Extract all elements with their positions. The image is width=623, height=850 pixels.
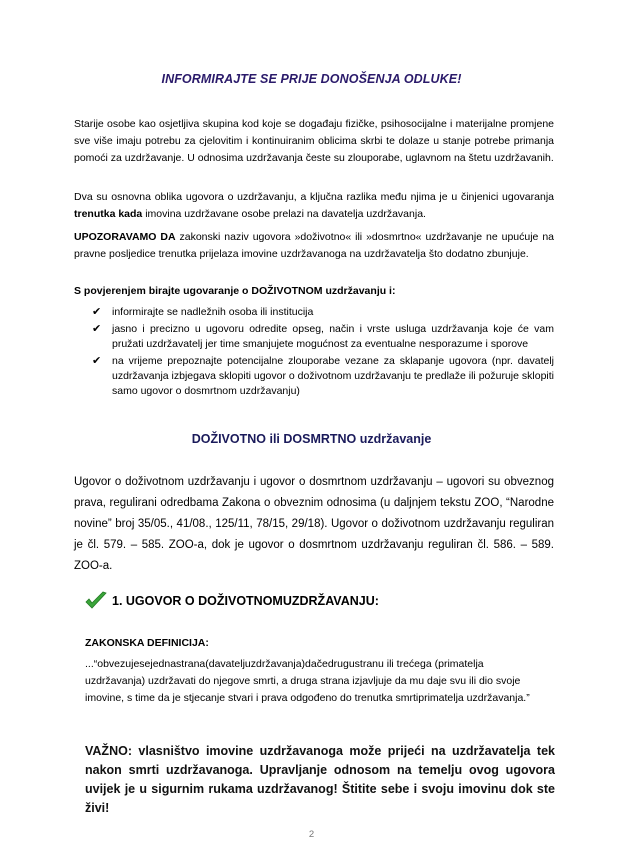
list-item [92, 354, 554, 399]
checkmark-icon: ✔ [92, 306, 102, 318]
page-number: 2 [308, 829, 315, 840]
page-title: INFORMIRAJTE SE PRIJE DONOŠENJA ODLUKE! [161, 72, 462, 86]
contract-forms-paragraph [74, 189, 554, 223]
important-note: VAŽNO: vlasništvo imovine uzdržavanoga može prijeći na uzdržavatelja tek nakon smrti uzdržavanoga. Upravljanje odnosom na temelju ovog ugovora uvijek je u sigurnim rukama uzdržavanog! Štitite sebe i svoju imovinu dok ste živi! [85, 744, 555, 815]
section-heading: DOŽIVOTNO ili DOSMRTNO uzdržavanje [191, 432, 432, 446]
checkmark-icon: ✔ [92, 323, 102, 335]
advice-checklist [92, 305, 554, 401]
list-item [92, 305, 554, 320]
list-item [92, 322, 554, 352]
definition-text: ...“obvezujesejednastrana(davateljuzdržavanja)dačedrugustranu ili trećega (primatelja uzdržavanja) uzdržavati do njegove smrti, a druga strana izjavljuje da mu daje svu ili dio svoje imovine, s time da je stjecanje stvari i prava odgođeno do trenutka smrtiprimatelja uzdržavanja.” [85, 658, 530, 704]
law-paragraph: Ugovor o doživotnom uzdržavanju i ugovor o dosmrtnom uzdržavanju – ugovori su obveznog prava, regulirani odredbama Zakona o obveznim odnosima (u daljnjem tekstu ZOO, “Narodne novine” broj 35/05., 41/08., 125/11, 78/15, 29/18). Ugovor o doživotnom uzdržavanju reguliran je čl. 579. – 585. ZOO-a, dok je ugovor o dosmrtnom uzdržavanju reguliran čl. 586. – 589. ZOO-a. [74, 476, 554, 572]
emphasis-text: trenutka kada [74, 208, 143, 220]
warning-text: zakonski naziv ugovora »doživotno« ili »dosmrtno« uzdržavanje ne upućuje na pravne posljedice trenutka prijelaza imovine uzdržavanoga na uzdržavatelja što dodatno zbunjuje. [74, 231, 554, 260]
warning-heading: UPOZORAVAMO DA [74, 231, 176, 243]
paragraph-text: imovina uzdržavane osobe prelazi na davatelja uzdržavanja. [142, 208, 426, 220]
definition-heading: ZAKONSKA DEFINICIJA: [85, 637, 209, 649]
list-item-text: na vrijeme prepoznajte potencijalne zlouporabe vezane za sklapanje ugovora (npr. davatelj uzdržavanja izbjegava sklopiti ugovor o doživotnom uzdržavanju te predlaže ili požuruje sklopiti samo ugovor o dosmrtnom uzdržavanju) [112, 355, 554, 397]
list-item-text: jasno i precizno u ugovoru odredite opseg, način i vrste usluga uzdržavanja koje će vam pružati uzdržavatelj jer time smanjujete mogućnost za eventualne nesporazume i sporove [112, 323, 554, 350]
green-checkmark-icon [84, 590, 108, 612]
list-item-text: informirajte se nadležnih osoba ili institucija [112, 306, 314, 318]
warning-paragraph [74, 229, 554, 263]
paragraph-text: Dva su osnovna oblika ugovora o uzdržavanju, a ključna razlika među njima je u činjenici ugovaranja [74, 191, 554, 203]
checkmark-icon: ✔ [92, 355, 102, 367]
choose-heading: S povjerenjem birajte ugovaranje o DOŽIVOTNOM uzdržavanju i: [74, 285, 396, 297]
intro-paragraph: Starije osobe kao osjetljiva skupina kod koje se događaju fizičke, psihosocijalne i materijalne promjene sve više imaju potrebu za cjelovitim i kontinuiranim oblicima skrbi te dolaze u stanje potrebe primanja pomoći za uzdržavanje. U odnosima uzdržavanja česte su zlouporabe, uglavnom na štetu uzdržavanih. [74, 118, 554, 164]
section1-header [84, 590, 379, 612]
section1-title: 1. UGOVOR O DOŽIVOTNOMUZDRŽAVANJU: [112, 594, 379, 608]
